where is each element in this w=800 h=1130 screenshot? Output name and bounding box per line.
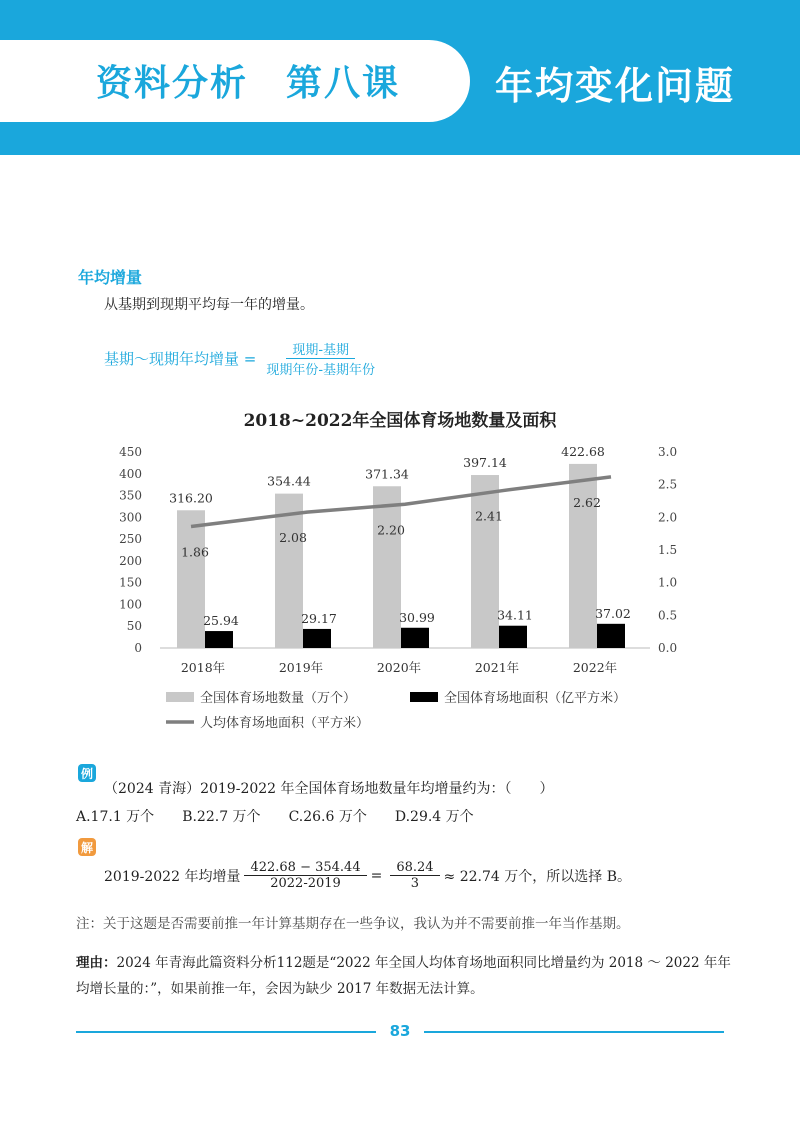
left-axis-tick: 350 xyxy=(119,488,142,503)
per-capita-area-label: 1.86 xyxy=(181,544,209,560)
solution-fraction-2 xyxy=(390,860,439,891)
left-axis-tick: 100 xyxy=(119,597,142,612)
example-question: （2024 青海）2019-2022 年全国体育场地数量年均增量约为：（ ） xyxy=(104,781,554,797)
left-axis-tick: 450 xyxy=(119,445,142,459)
legend-label-area: 全国体育场地面积（亿平方米） xyxy=(444,691,627,706)
solution-suffix: ≈ 22.74 万个，所以选择 B。 xyxy=(443,868,631,885)
reason-paragraph xyxy=(76,950,736,1002)
venue-area-label: 25.94 xyxy=(203,613,239,629)
formula-numerator: 现期-基期 xyxy=(286,339,355,359)
venue-area-label: 30.99 xyxy=(399,609,435,625)
right-axis-tick: 3.0 xyxy=(658,445,678,459)
venue-area-bar xyxy=(499,626,527,648)
solution-denominator-1: 2022-2019 xyxy=(270,876,341,891)
x-axis-category: 2022年 xyxy=(572,660,618,675)
venue-count-bar xyxy=(471,475,499,648)
course-title: 资料分析 第八课 xyxy=(96,63,401,104)
option-a: A.17.1 万个 xyxy=(76,809,155,825)
legend-swatch-area xyxy=(410,692,438,702)
reason-label: 理由： xyxy=(76,955,117,971)
venue-count-bar xyxy=(177,510,205,648)
venue-area-bar xyxy=(205,631,233,648)
solution-badge: 解 xyxy=(78,838,96,856)
sports-venue-chart xyxy=(80,400,720,740)
option-d: D.29.4 万个 xyxy=(394,809,474,825)
reason-text: 2024 年青海此篇资料分析112题是“2022 年全国人均体育场地面积同比增量约为 2018 ～ 2022 年年均增长量的：”，如果前推一年，会因为缺少 2017 年数据无法计算。 xyxy=(76,955,731,997)
example-options xyxy=(76,806,474,826)
venue-area-bar xyxy=(401,628,429,648)
left-axis-tick: 200 xyxy=(119,553,142,568)
per-capita-area-label: 2.41 xyxy=(475,508,503,524)
legend-label-per-capita: 人均体育场地面积（平方米） xyxy=(200,716,370,731)
formula xyxy=(104,338,381,378)
example-badge: 例 xyxy=(78,764,96,782)
solution-fraction-1 xyxy=(244,860,366,891)
footer-line-right xyxy=(424,1031,724,1033)
option-c: C.26.6 万个 xyxy=(288,809,367,825)
definition-text: 从基期到现期平均每一年的增量。 xyxy=(104,297,314,313)
left-axis-tick: 150 xyxy=(119,575,142,590)
formula-denominator: 现期年份-基期年份 xyxy=(266,362,376,378)
left-axis-tick: 250 xyxy=(119,532,142,547)
solution-equals: = xyxy=(370,867,383,884)
x-axis-category: 2021年 xyxy=(474,660,520,675)
right-axis-tick: 0.0 xyxy=(658,641,678,655)
venue-count-label: 354.44 xyxy=(267,473,311,489)
right-axis-tick: 2.5 xyxy=(658,477,678,492)
venue-count-bar xyxy=(373,486,401,648)
venue-area-bar xyxy=(303,629,331,648)
page-number: 83 xyxy=(389,1022,411,1040)
venue-area-label: 29.17 xyxy=(301,610,337,626)
x-axis-category: 2018年 xyxy=(180,660,226,675)
left-axis-tick: 50 xyxy=(126,619,142,634)
venue-count-label: 316.20 xyxy=(169,490,213,506)
legend-swatch-count xyxy=(166,692,194,702)
footer-line-left xyxy=(76,1031,376,1033)
venue-count-label: 397.14 xyxy=(463,455,507,471)
left-axis-tick: 300 xyxy=(119,510,142,525)
topic-title: 年均变化问题 xyxy=(495,64,736,108)
right-axis-tick: 1.5 xyxy=(658,543,678,557)
solution-numerator-1: 422.68 − 354.44 xyxy=(244,860,366,876)
x-axis-category: 2019年 xyxy=(278,660,324,675)
per-capita-area-label: 2.20 xyxy=(377,522,405,538)
per-capita-area-label: 2.62 xyxy=(573,494,601,510)
right-axis-tick: 0.5 xyxy=(658,608,678,623)
venue-area-label: 37.02 xyxy=(595,605,631,621)
header-band xyxy=(0,0,800,155)
section-title: 年均增量 xyxy=(78,268,143,287)
x-axis-category: 2020年 xyxy=(376,660,422,675)
per-capita-area-label: 2.08 xyxy=(279,530,307,546)
venue-area-label: 34.11 xyxy=(497,607,533,623)
solution-numerator-2: 68.24 xyxy=(390,860,439,876)
formula-fraction xyxy=(260,339,381,378)
solution-denominator-2: 3 xyxy=(410,876,420,891)
left-axis-tick: 400 xyxy=(119,466,142,481)
venue-count-bar xyxy=(569,464,597,648)
left-axis-tick: 0 xyxy=(134,641,142,655)
chart-title: 2018~2022年全国体育场地数量及面积 xyxy=(243,411,557,431)
solution-prefix: 2019-2022 年均增量 xyxy=(104,868,241,885)
solution-line xyxy=(104,860,631,891)
venue-count-label: 422.68 xyxy=(561,443,605,459)
venue-count-label: 371.34 xyxy=(365,466,409,482)
formula-lhs: 基期～现期年均增量 = xyxy=(104,349,257,368)
venue-area-bar xyxy=(597,624,625,648)
note-text: 注：关于这题是否需要前推一年计算基期存在一些争议，我认为并不需要前推一年当作基期。 xyxy=(76,916,630,932)
right-axis-tick: 2.0 xyxy=(658,510,678,525)
option-b: B.22.7 万个 xyxy=(182,809,261,825)
legend-label-count: 全国体育场地数量（万个） xyxy=(200,691,357,706)
right-axis-tick: 1.0 xyxy=(658,575,678,590)
